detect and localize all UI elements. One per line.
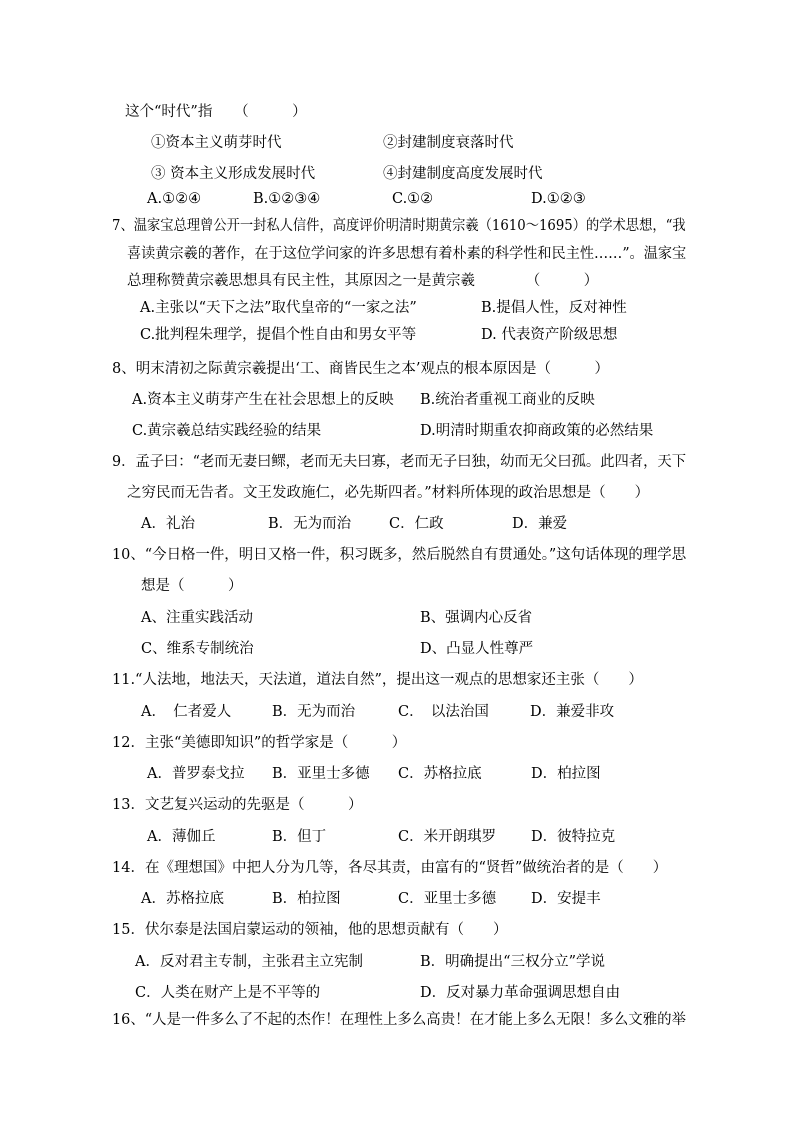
q7-stem-line-2: 喜读黄宗羲的著作，在于这位学问家的许多思想有着朴素的科学性和民主性……”。温家宝 xyxy=(127,246,687,262)
q16-stem-line-1: 16、“人是一件多么了不起的杰作！在理性上多么高贵！在才能上多么无限！多么文雅的举 xyxy=(112,1012,686,1028)
q6-statement-2: ②封建制度衰落时代 xyxy=(383,135,514,151)
q13-option-a: A．薄伽丘 xyxy=(147,829,216,845)
q14-option-c: C．亚里士多德 xyxy=(398,891,497,907)
q9-stem-line-2: 之穷民而无告者。文王发政施仁，必先斯四者。”材料所体现的政治思想是（ ） xyxy=(127,485,650,501)
q15-stem-line-1: 15．伏尔泰是法国启蒙运动的领袖，他的思想贡献有（ ） xyxy=(112,922,508,938)
q6-statement-1: ①资本主义萌芽时代 xyxy=(151,135,282,151)
q7-option-a: A.主张以“天下之法”取代皇帝的“一家之法” xyxy=(140,300,417,316)
q6-option-b: B.①②③④ xyxy=(253,191,321,207)
q7-stem-line-3: 总理称赞黄宗羲思想具有民主性，其原因之一是黄宗羲 （ ） xyxy=(127,273,599,289)
q14-option-b: B．柏拉图 xyxy=(272,891,341,907)
q10-stem-line-2: 想是（ ） xyxy=(141,578,243,594)
q8-option-c: C.黄宗羲总结实践经验的结果 xyxy=(132,423,322,439)
q14-option-d: D．安提丰 xyxy=(531,891,601,907)
q11-stem-line-1: 11.“人法地，地法天，天法道，道法自然”，提出这一观点的思想家还主张（ ） xyxy=(112,672,643,688)
q9-option-d: D．兼爱 xyxy=(512,516,568,532)
q15-option-a: A．反对君主专制，主张君主立宪制 xyxy=(135,954,363,970)
q12-stem-line-1: 12．主张“美德即知识”的哲学家是（ ） xyxy=(112,735,407,751)
q8-stem-line-1: 8、明末清初之际黄宗羲提出‘工、商皆民生之本’观点的根本原因是（ ） xyxy=(112,361,609,377)
q12-option-c: C．苏格拉底 xyxy=(398,766,482,782)
q15-option-d: D．反对暴力革命强调思想自由 xyxy=(420,985,621,1001)
q6-statement-4: ④封建制度高度发展时代 xyxy=(383,166,543,182)
q9-stem-line-1: 9．孟子曰：“老而无妻曰鳏，老而无夫曰寡，老而无子曰独，幼而无父曰孤。此四者，天下 xyxy=(112,454,686,470)
q12-option-b: B．亚里士多德 xyxy=(272,766,370,782)
q11-option-d: D．兼爱非攻 xyxy=(530,704,615,720)
q7-stem-line-1: 7、温家宝总理曾公开一封私人信件，高度评价明清时期黄宗羲（1610～1695）的学术思想，“我 xyxy=(112,218,686,234)
q9-option-a: A．礼治 xyxy=(141,516,195,532)
q6-statement-3: ③ 资本主义形成发展时代 xyxy=(151,166,316,182)
q9-option-b: B．无为而治 xyxy=(268,516,352,532)
q13-option-d: D．彼特拉克 xyxy=(531,829,616,845)
q10-option-c: C、维系专制统治 xyxy=(141,641,254,657)
q7-option-b: B.提倡人性，反对神性 xyxy=(481,300,627,316)
q10-option-b: B、强调内心反省 xyxy=(420,610,533,626)
q10-option-a: A、注重实践活动 xyxy=(141,610,253,626)
q6-option-c: C.①② xyxy=(392,191,434,207)
q11-option-b: B．无为而治 xyxy=(272,704,356,720)
q13-option-c: C．米开朗琪罗 xyxy=(398,829,497,845)
q10-option-d: D、凸显人性尊严 xyxy=(420,641,534,657)
q11-option-a: A． 仁者爱人 xyxy=(141,704,232,720)
q11-option-c: C． 以法治国 xyxy=(398,704,489,720)
q9-option-c: C．仁政 xyxy=(389,516,444,532)
q15-option-b: B．明确提出“三权分立”学说 xyxy=(420,954,605,970)
q13-stem-line-1: 13．文艺复兴运动的先驱是（ ） xyxy=(112,797,363,813)
q8-option-b: B.统治者重视工商业的反映 xyxy=(420,392,595,408)
q12-option-d: D．柏拉图 xyxy=(531,766,601,782)
q7-option-c: C.批判程朱理学，提倡个性自由和男女平等 xyxy=(140,327,417,343)
q6-stem-tail: 这个“时代”指 （ ） xyxy=(125,104,307,120)
q6-option-d: D.①②③ xyxy=(531,191,586,207)
q8-option-d: D.明清时期重农抑商政策的必然结果 xyxy=(420,423,654,439)
q15-option-c: C．人类在财产上是不平等的 xyxy=(135,985,321,1001)
q10-stem-line-1: 10、“今日格一件，明日又格一件，积习既多，然后脱然自有贯通处。”这句话体现的理学思 xyxy=(112,547,687,563)
q6-option-a: A.①②④ xyxy=(147,191,202,207)
q7-option-d: D. 代表资产阶级思想 xyxy=(481,327,618,343)
q12-option-a: A．普罗泰戈拉 xyxy=(147,766,245,782)
q13-option-b: B．但丁 xyxy=(272,829,327,845)
q14-stem-line-1: 14．在《理想国》中把人分为几等，各尽其责，由富有的“贤哲”做统治者的是（ ） xyxy=(112,860,668,876)
q8-option-a: A.资本主义萌芽产生在社会思想上的反映 xyxy=(132,392,394,408)
q14-option-a: A．苏格拉底 xyxy=(141,891,224,907)
